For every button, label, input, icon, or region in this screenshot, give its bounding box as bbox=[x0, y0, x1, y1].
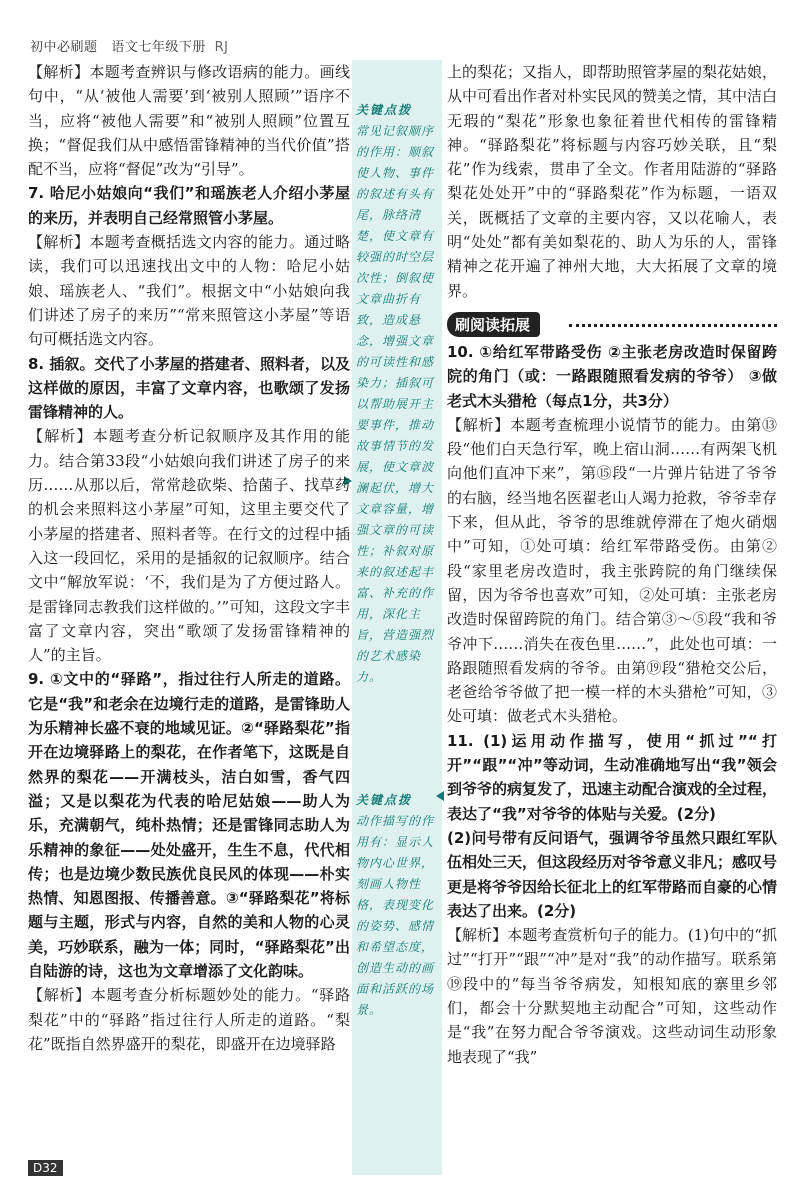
analysis-9-continued: 上的梨花；又指人，即帮助照管茅屋的梨花姑娘，从中可看出作者对朴实民风的赞美之情，其中洁白无瑕的“梨花”形象也象征着世代相传的雷锋精神。“驿路梨花”将标题与内容巧妙关联，且“梨花”作为线索，贯串了全文。作者用陆游的“驿路梨花处处开”中的“驿路梨花”作为标题，一语双关，既概括了文章的主要内容，又以花喻人，表明“处处”都有美如梨花的、助人为乐的人，雷锋精神之花开遍了神州大地，大大拓展了文章的境界。 bbox=[447, 63, 778, 300]
section-title: 刷阅读拓展 bbox=[447, 312, 540, 337]
tip-note-2-body: 动作描写的作用有：显示人物内心世界，刻画人物性格，表现变化的姿势、感情和希望态度，创造生动的画面和活跃的场景。 bbox=[356, 814, 435, 1017]
answer-9: 9. ①文中的“驿路”，指过往行人所走的道路。它是“我”和老余在边境行走的道路，是雷锋助人为乐精神长盛不衰的地域见证。②“驿路梨花”指开在边境驿路上的梨花，在作者笔下，这既是自然界的梨花——开满枝头，洁白如雪，香气四溢；又是以梨花为代表的哈尼姑娘——助人为乐，充满朝气，纯朴热情；还是雷锋同志助人为乐精神的象征——处处盛开，生生不息，代代相传；也是边境少数民族优良民风的体现——朴实热情、知恩图报、传播善意。③“驿路梨花”将标题与主题，形式与内容，自然的美和人物的心灵美，巧妙联系，融为一体；同时，“驿路梨花”出自陆游的诗，这也为文章增添了文化韵味。 bbox=[28, 670, 350, 980]
page-number: D32 bbox=[28, 1160, 63, 1176]
right-column bbox=[447, 60, 777, 303]
section-banner bbox=[447, 312, 777, 336]
series-name: 初中必刷题 bbox=[30, 40, 98, 55]
analysis-11: 【解析】本题考查赏析句子的能力。(1)句中的“抓过”“打开”“跟”“冲”是对“我”的动作描写。联系第⑲段中的“每当爷爷病发，知根知底的寨里乡邻们，都会十分默契地主动配合”可知，这些动作是“我”在努力配合爷爷演戏。这些动词生动形象地表现了“我” bbox=[447, 926, 777, 1066]
left-column bbox=[28, 60, 350, 1056]
subject-name: 语文七年级下册 bbox=[111, 40, 206, 55]
analysis-10: 【解析】本题考查梳理小说情节的能力。由第⑬段“他们白天急行军，晚上宿山洞……有两架飞机向他们直冲下来”，第⑮段“一片弹片钻进了爷爷的右脑，经当地名医翟老山人竭力抢救，爷爷幸存下来，但从此，爷爷的思维就停滞在了炮火硝烟中”可知，①处可填：给红军带路受伤。由第②段“家里老房改造时，我主张跨院的角门继续保留，因为爷爷也喜欢”可知，②处可填：主张老房改造时保留跨院的角门。结合第③～⑤段“我和爷爷冲下……消失在夜色里……”，此处也可填：一路跟随照看发病的爷爷。由第⑲段“猎枪交公后，老爸给爷爷做了把一模一样的木头猎枪”可知，③处可填：做老式木头猎枪。 bbox=[447, 415, 778, 726]
tip-note-1 bbox=[356, 100, 438, 688]
answer-11-part2: (2)问号带有反问语气，强调爷爷虽然只跟红军队伍相处三天，但这段经历对爷爷意义非凡；感叹号更是将爷爷因给长征北上的红军带路而自豪的心情表达了出来。(2分) bbox=[447, 828, 778, 920]
analysis-7: 【解析】本题考查概括选文内容的能力。通过略读，我们可以迅速找出文中的人物：哈尼小姑娘、瑶族老人、“我们”。根据文中“小姑娘向我们讲述了房子的来历”“常来照管这小茅屋”等语句可概括选文内容。 bbox=[28, 233, 350, 349]
edition-label: RJ bbox=[214, 40, 229, 55]
tip-note-2 bbox=[356, 790, 438, 1021]
answer-8: 8. 插叙。交代了小茅屋的搭建者、照料者，以及这样做的原因，丰富了文章内容，也歌颂了发扬雷锋精神的人。 bbox=[28, 354, 350, 422]
section-divider bbox=[569, 324, 777, 327]
answer-11-part1: 11. (1)运用动作描写，使用“抓过”“打开”“跟”“冲”等动词，生动准确地写出“我”领会到爷爷的病复发了，迅速主动配合演戏的全过程，表达了“我”对爷爷的体贴与关爱。(2分) bbox=[447, 731, 778, 823]
right-column-answers bbox=[447, 340, 777, 1069]
answer-7: 7. 哈尼小姑娘向“我们”和瑶族老人介绍小茅屋的来历，并表明自己经常照管小茅屋。 bbox=[28, 184, 350, 227]
tip-note-1-body: 常见记叙顺序的作用：顺叙使人物、事件的叙述有头有尾，脉络清楚，使文章有较强的时空层次性；倒叙使文章曲折有致，造成悬念，增强文章的可读性和感染力；插叙可以帮助展开主要事件，推动故事情节的发展，使文章波澜起伏，增大文章容量，增强文章的可读性；补叙对原来的叙述起丰富、补充的作用，深化主旨，营造强烈的艺术感染力。 bbox=[356, 124, 435, 684]
analysis-8: 【解析】本题考查分析记叙顺序及其作用的能力。结合第33段“小姑娘向我们讲述了房子的来历……从那以后，常常趁砍柴、拾菌子、找草药的机会来照料这小茅屋”可知，这里主要交代了小茅屋的搭建者、照料者等。在行文的过程中插入这一段回忆，采用的是插叙的记叙顺序。结合文中“解放军说：‘不，我们是为了方便过路人。是雷锋同志教我们这样做的。’”可知，这段文字丰富了文章内容，突出“歌颂了发扬雷锋精神的人”的主旨。 bbox=[28, 427, 350, 665]
analysis-9: 【解析】本题考查分析标题妙处的能力。“驿路梨花”中的“驿路”指过往行人所走的道路。“梨花”既指自然界盛开的梨花，即盛开在边境驿路 bbox=[28, 986, 350, 1053]
answer-10: 10. ①给红军带路受伤 ②主张老房改造时保留跨院的角门（或：一路跟随照看发病的爷爷） ③做老式木头猎枪（每点1分，共3分） bbox=[447, 343, 777, 410]
pointer-arrow-left-icon bbox=[436, 791, 444, 801]
tip-note-1-title: 关键点拨 bbox=[356, 103, 413, 117]
tip-note-2-title: 关键点拨 bbox=[356, 793, 413, 807]
page-header bbox=[30, 36, 350, 55]
analysis-6: 【解析】本题考查辨识与修改语病的能力。画线句中，“从‘被他人需要’到‘被别人照顾’”语序不当，应将“被他人需要”和“被别人照顾”位置互换；“督促我们从中感悟雷锋精神的当代价值”搭配不当，应将“督促”改为“引导”。 bbox=[28, 63, 350, 179]
